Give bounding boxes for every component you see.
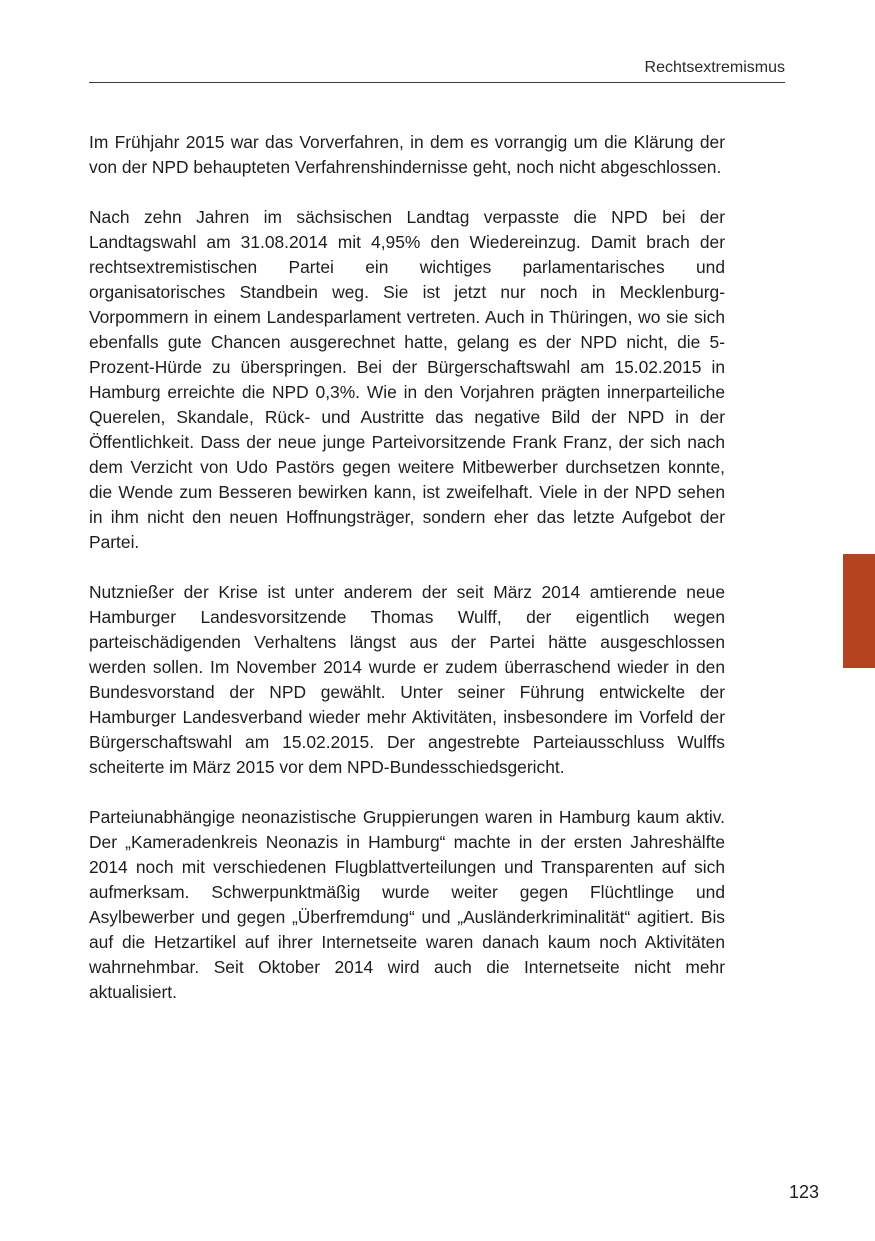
paragraph: Im Frühjahr 2015 war das Vorverfahren, in dem es vorrangig um die Klärung der von der NPD behaupteten Verfahrenshindernisse geht, noch nicht abgeschlossen. — [89, 132, 725, 177]
page-number: 123 — [788, 1182, 819, 1202]
chapter-thumb-tab — [843, 554, 875, 668]
chapter-title: Rechtsextremismus — [644, 59, 785, 76]
running-header — [89, 58, 785, 83]
paragraph: Nach zehn Jahren im sächsischen Landtag verpasste die NPD bei der Landtagswahl am 31.08.2014 mit 4,95% den Wiedereinzug. Damit brach der rechtsextremistischen Partei ein wichtiges parlamentarisches und organisatorisches Standbein weg. Sie ist jetzt nur noch in Mecklenburg-Vorpommern in einem Landesparlament vertreten. Auch in Thüringen, wo sie sich ebenfalls gute Chancen ausgerechnet hatte, gelang es der NPD nicht, die 5-Prozent-Hürde zu überspringen. Bei der Bürgerschaftswahl am 15.02.2015 in Hamburg erreichte die NPD 0,3%. Wie in den Vorjahren prägten innerparteiliche Querelen, Skandale, Rück- und Austritte das negative Bild der NPD in der Öffentlichkeit. Dass der neue junge Parteivorsitzende Frank Franz, der sich nach dem Verzicht von Udo Pastörs gegen weitere Mitbewerber durchsetzen konnte, die Wende zum Besseren bewirken kann, ist zweifelhaft. Viele in der NPD sehen in ihm nicht den neuen Hoffnungsträger, sondern eher das letzte Aufgebot der Partei. — [89, 207, 725, 552]
body-text — [89, 130, 725, 1030]
paragraph: Nutznießer der Krise ist unter anderem der seit März 2014 amtierende neue Hamburger Landesvorsitzende Thomas Wulff, der eigentlich wegen parteischädigenden Verhaltens längst aus der Partei hätte ausgeschlossen werden sollen. Im November 2014 wurde er zudem überraschend wieder in den Bundesvorstand der NPD gewählt. Unter seiner Führung entwickelte der Hamburger Landesverband wieder mehr Aktivitäten, insbesondere im Vorfeld der Bürgerschaftswahl am 15.02.2015. Der angestrebte Parteiausschluss Wulffs scheiterte im März 2015 vor dem NPD-Bundesschiedsgericht. — [89, 582, 725, 777]
paragraph: Parteiunabhängige neonazistische Gruppierungen waren in Hamburg kaum aktiv. Der „Kameradenkreis Neonazis in Hamburg“ machte in der ersten Jahreshälfte 2014 noch mit verschiedenen Flugblattverteilungen und Transparenten auf sich aufmerksam. Schwerpunktmäßig wurde weiter gegen Flüchtlinge und Asylbewerber und gegen „Überfremdung“ und „Ausländerkriminalität“ agitiert. Bis auf die Hetzartikel auf ihrer Internetseite waren danach kaum noch Aktivitäten wahrnehmbar. Seit Oktober 2014 wird auch die Internetseite nicht mehr aktualisiert. — [89, 807, 725, 1002]
